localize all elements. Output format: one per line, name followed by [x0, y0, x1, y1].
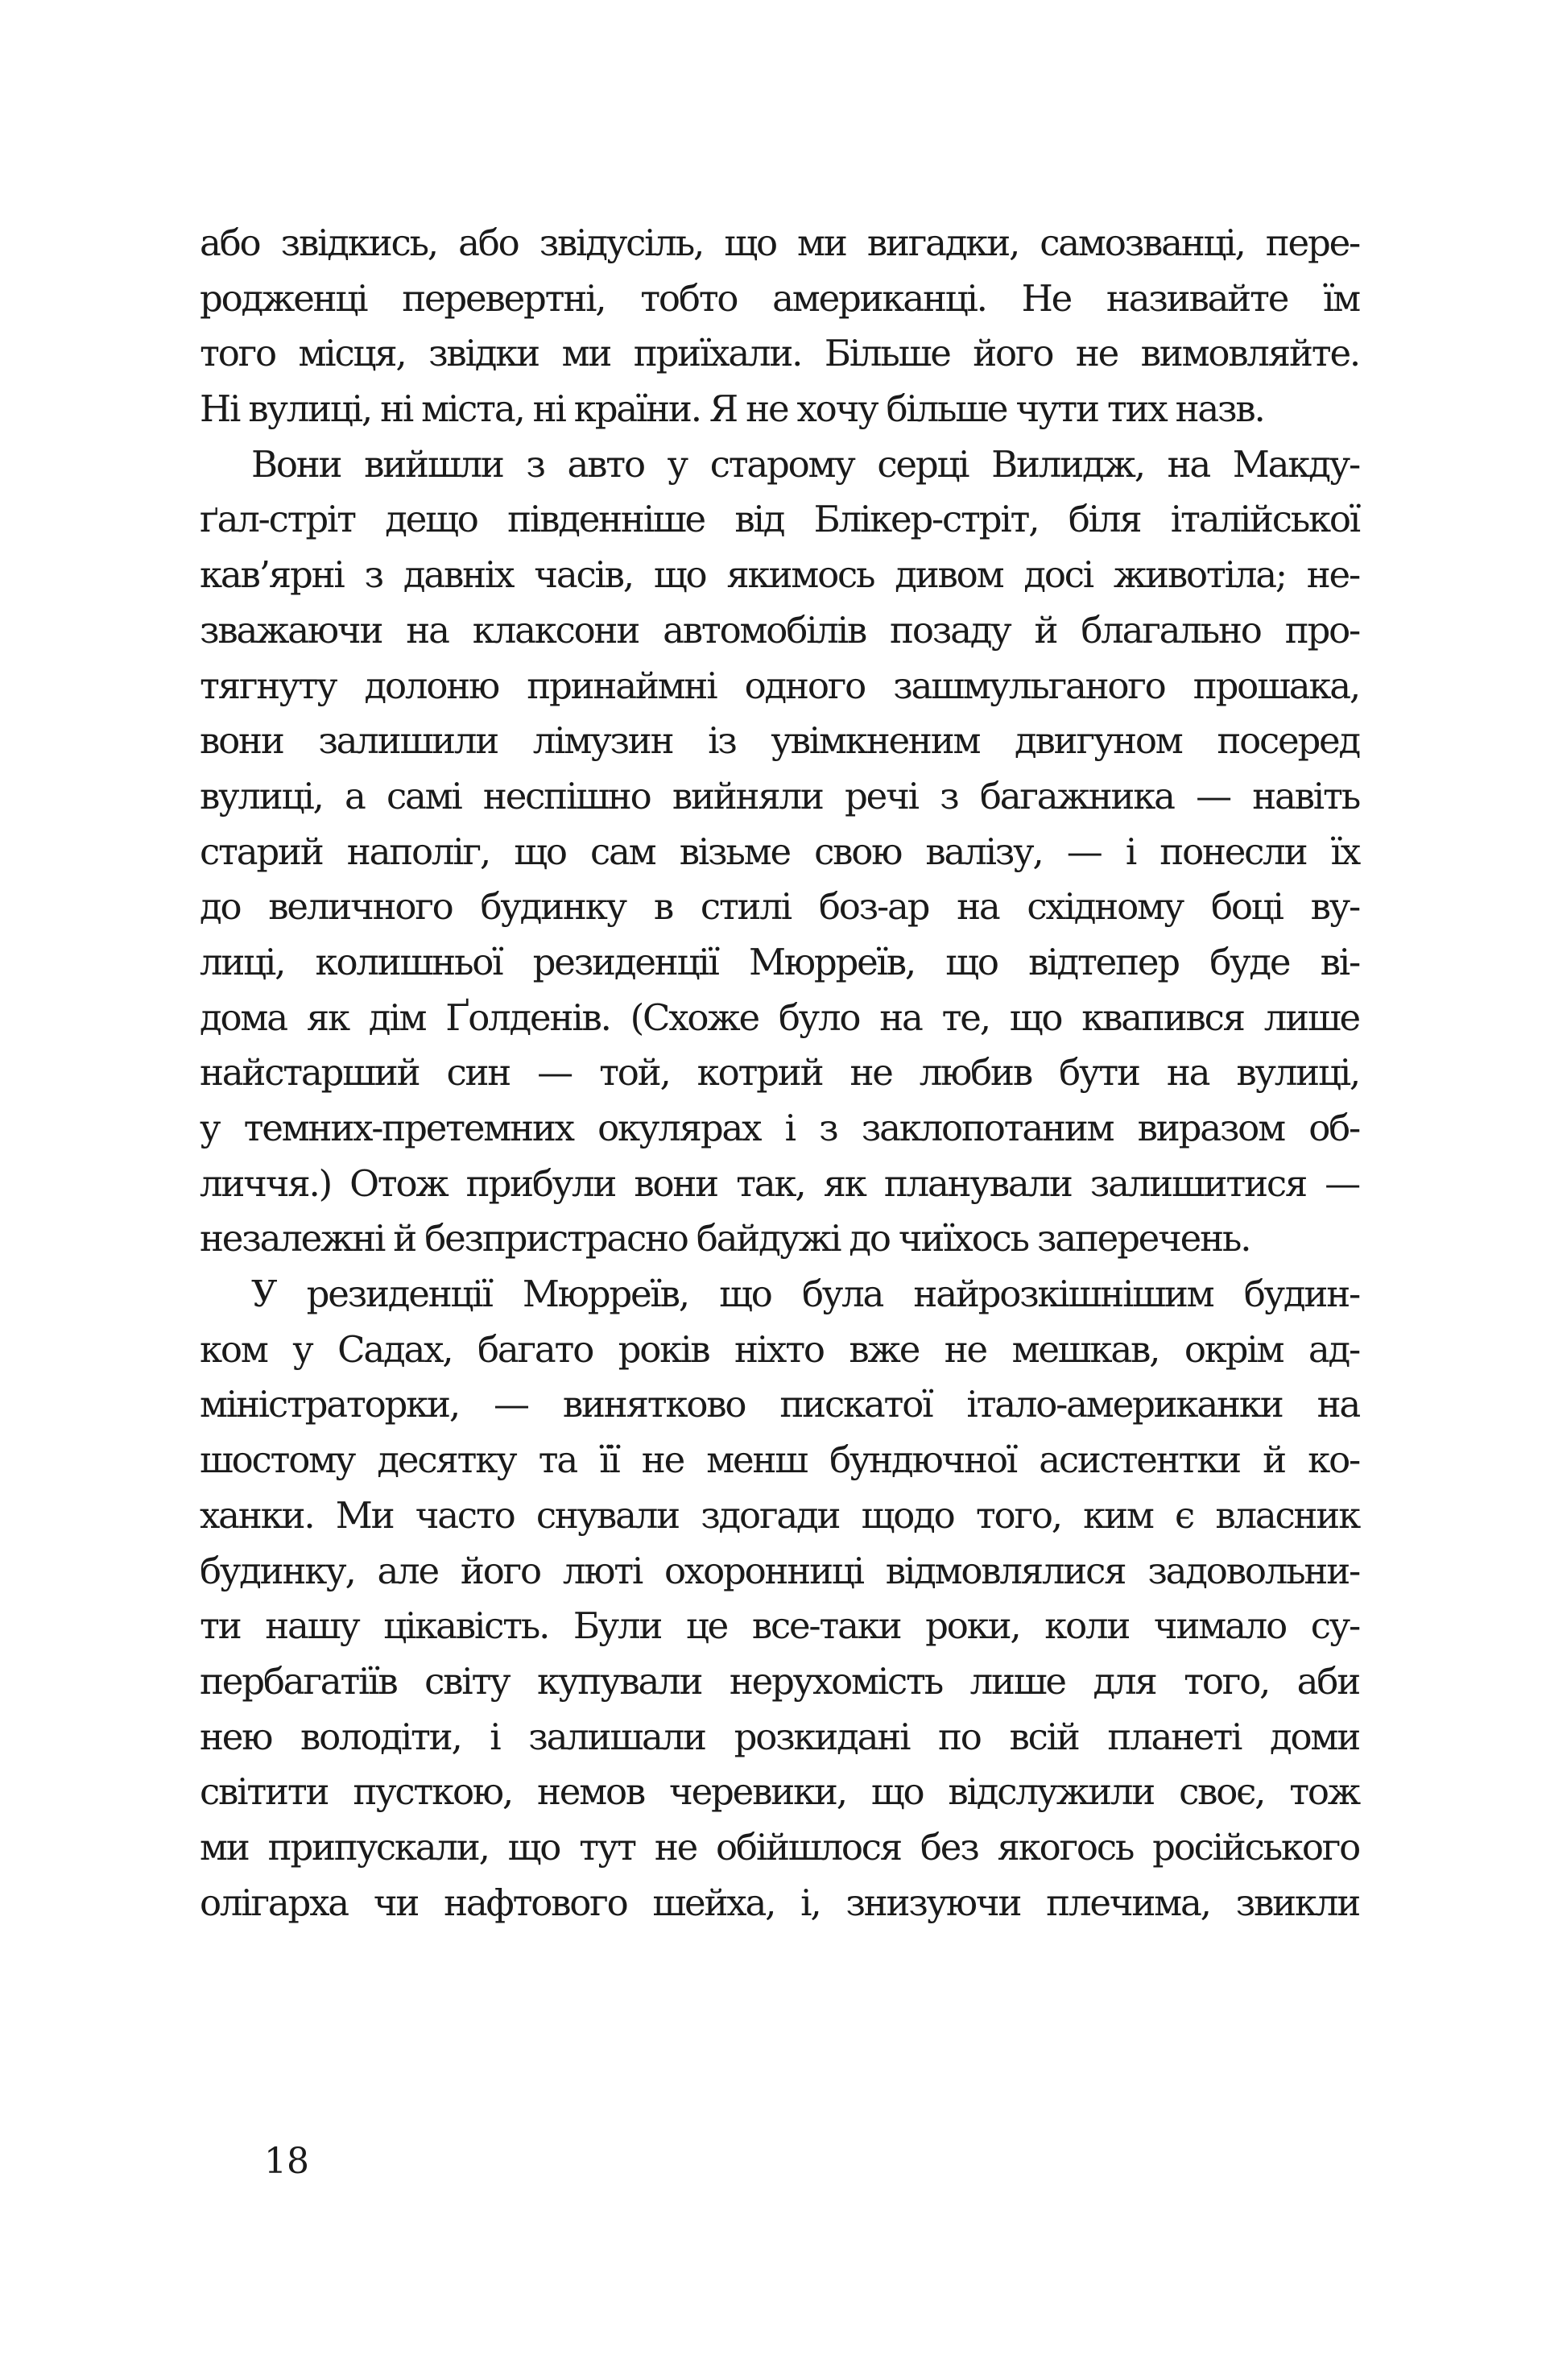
text-line: Ні вулиці, ні міста, ні країни. Я не хочу більше чути тих назв.: [200, 387, 1264, 431]
text-line: нею володіти, і залишали розкидані по всій планеті доми: [200, 1715, 1359, 1758]
text-line: у темних-претемних окулярах і з заклопотаним виразом об-: [200, 1107, 1359, 1149]
text-line: ти нашу цікавість. Були це все-таки роки, коли чимало су-: [200, 1604, 1359, 1648]
text-line: пербагатіїв світу купували нерухомість лише для того, аби: [200, 1659, 1359, 1703]
text-line: родженці перевертні, тобто американці. Не називайте їм: [200, 276, 1359, 320]
text-line: тягнуту долоню принаймні одного зашмульганого прошака,: [200, 664, 1359, 707]
page-number: 18: [264, 2141, 309, 2182]
text-line: олігарха чи нафтового шейха, і, знизуючи плечима, звикли: [200, 1881, 1359, 1924]
text-line: зважаючи на клаксони автомобілів позаду й благально про-: [200, 608, 1359, 652]
body-text: [200, 216, 1359, 1931]
text-line: будинку, але його люті охоронниці відмовлялися задовольни-: [200, 1549, 1359, 1592]
paragraph-2: [200, 437, 1359, 1267]
text-line: Вони вийшли з авто у старому серці Вилидж, на Макду-: [251, 442, 1359, 486]
text-line: дома як дім Ґолденів. (Схоже було на те, що квапився лише: [200, 995, 1359, 1039]
text-line: старий наполіг, що сам візьме свою валізу, — і понесли їх: [200, 830, 1359, 873]
text-line: шостому десятку та її не менш бундючної асистентки й ко-: [200, 1438, 1359, 1482]
text-line: лиці, колишньої резиденції Мюрреїв, що відтепер буде ві-: [200, 940, 1359, 983]
text-line: У резиденції Мюрреїв, що була найрозкішнішим будин-: [251, 1273, 1359, 1316]
text-line: ми припускали, що тут не обійшлося без якогось російського: [200, 1825, 1359, 1869]
text-line: ханки. Ми часто снували здогади щодо того, ким є власник: [200, 1493, 1359, 1537]
text-line: кав’ярні з давніх часів, що якимось дивом досі животіла; не-: [200, 553, 1359, 597]
text-line: незалежні й безпристрасно байдужі до чиїхось заперечень.: [200, 1217, 1250, 1260]
text-line: міністраторки, — винятково пискатої італо-американки на: [200, 1383, 1359, 1426]
text-line: ґал-стріт дещо південніше від Блікер-стріт, біля італійської: [200, 498, 1359, 541]
text-line: личчя.) Отож прибули вони так, як планували залишитися —: [200, 1161, 1359, 1205]
text-line: найстарший син — той, котрий не любив бути на вулиці,: [200, 1051, 1359, 1095]
text-line: того місця, звідки ми приїхали. Більше його не вимовляйте.: [200, 332, 1359, 375]
text-line: або звідкись, або звідусіль, що ми вигадки, самозванці, пере-: [200, 221, 1359, 264]
paragraph-1: [200, 216, 1359, 437]
text-line: ком у Садах, багато років ніхто вже не мешкав, окрім ад-: [200, 1327, 1359, 1371]
paragraph-3: [200, 1267, 1359, 1931]
text-line: до величного будинку в стилі боз-ар на східному боці ву-: [200, 885, 1359, 929]
text-line: світити пусткою, немов черевики, що відслужили своє, тож: [200, 1770, 1359, 1814]
text-line: вони залишили лімузин із увімкненим двигуном посеред: [200, 719, 1359, 763]
text-line: вулиці, а самі неспішно вийняли речі з багажника — навіть: [200, 774, 1359, 817]
